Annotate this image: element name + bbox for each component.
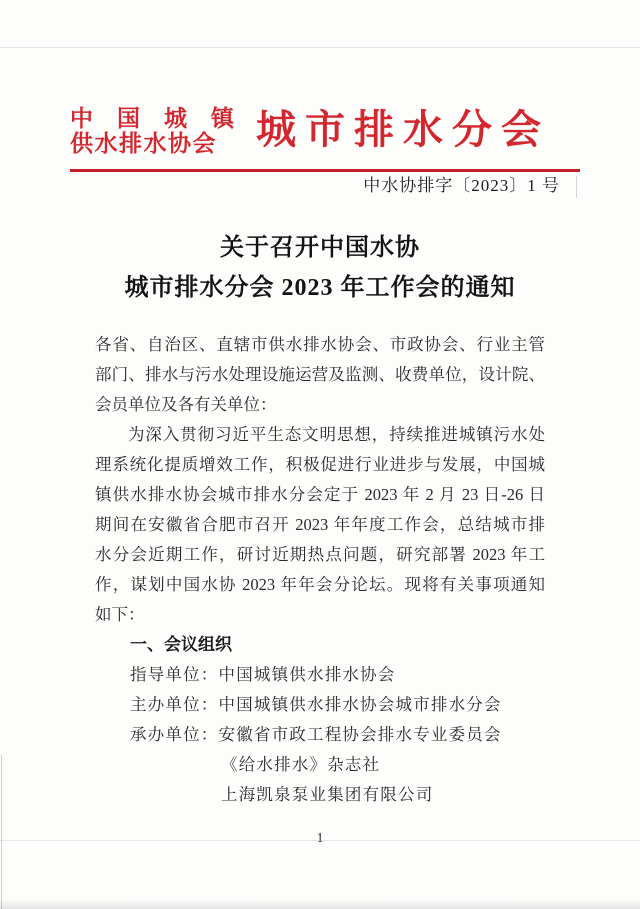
intro-line: 理系统化提质增效工作，积极促进行业进步与发展，中国城 xyxy=(95,455,545,474)
document-body xyxy=(95,330,545,810)
letterhead-branch-name: 城市排水分会 xyxy=(256,108,550,152)
document-title-line2: 城市排水分会 2023 年工作会的通知 xyxy=(124,275,516,301)
document-title xyxy=(0,228,640,308)
intro-line: 如下： xyxy=(95,605,145,624)
scan-artifact-mark xyxy=(576,176,577,198)
page-number: 1 xyxy=(316,831,324,846)
salutation-line: 会员单位及各有关单位： xyxy=(95,395,277,414)
org-line-organizing-unit: 承办单位：安徽省市政工程协会排水专业委员会 xyxy=(130,725,502,744)
scan-artifact-edge xyxy=(1,755,2,909)
scan-artifact-line xyxy=(0,47,640,48)
org-line-guiding-unit: 指导单位：中国城镇供水排水协会 xyxy=(130,665,396,684)
red-divider-line xyxy=(70,169,580,172)
org-line-co-organizer: 上海凯泉泵业集团有限公司 xyxy=(221,785,434,804)
document-number: 中水协排字〔2023〕1 号 xyxy=(363,176,560,195)
letterhead-parent-org xyxy=(70,106,234,156)
section-heading-meeting-organization: 一、会议组织 xyxy=(130,635,232,654)
intro-line: 镇供水排水协会城市排水分会定于 2023 年 2 月 23 日-26 日 xyxy=(95,485,545,504)
salutation-line: 部门、排水与污水处理设施运营及监测、收费单位，设计院、 xyxy=(95,365,545,384)
scan-artifact-line xyxy=(0,840,640,841)
intro-line: 期间在安徽省合肥市召开 2023 年年度工作会，总结城市排 xyxy=(95,515,545,534)
letterhead-org-line1: 中国城镇 xyxy=(70,105,234,131)
letterhead-org-line2: 供水排水协会 xyxy=(70,130,217,156)
org-line-co-organizer: 《给水排水》杂志社 xyxy=(221,755,381,774)
scan-artifact-edge xyxy=(0,899,640,909)
intro-line: 为深入贯彻习近平生态文明思想，持续推进城镇污水处 xyxy=(128,425,545,444)
salutation-line: 各省、自治区、直辖市供水排水协会、市政协会、行业主管 xyxy=(95,335,545,354)
document-title-line1: 关于召开中国水协 xyxy=(220,235,420,261)
intro-line: 作，谋划中国水协 2023 年年会分论坛。现将有关事项通知 xyxy=(95,575,545,594)
intro-line: 水分会近期工作，研讨近期热点问题，研究部署 2023 年工 xyxy=(95,545,545,564)
org-line-host-unit: 主办单位：中国城镇供水排水协会城市排水分会 xyxy=(130,695,502,714)
